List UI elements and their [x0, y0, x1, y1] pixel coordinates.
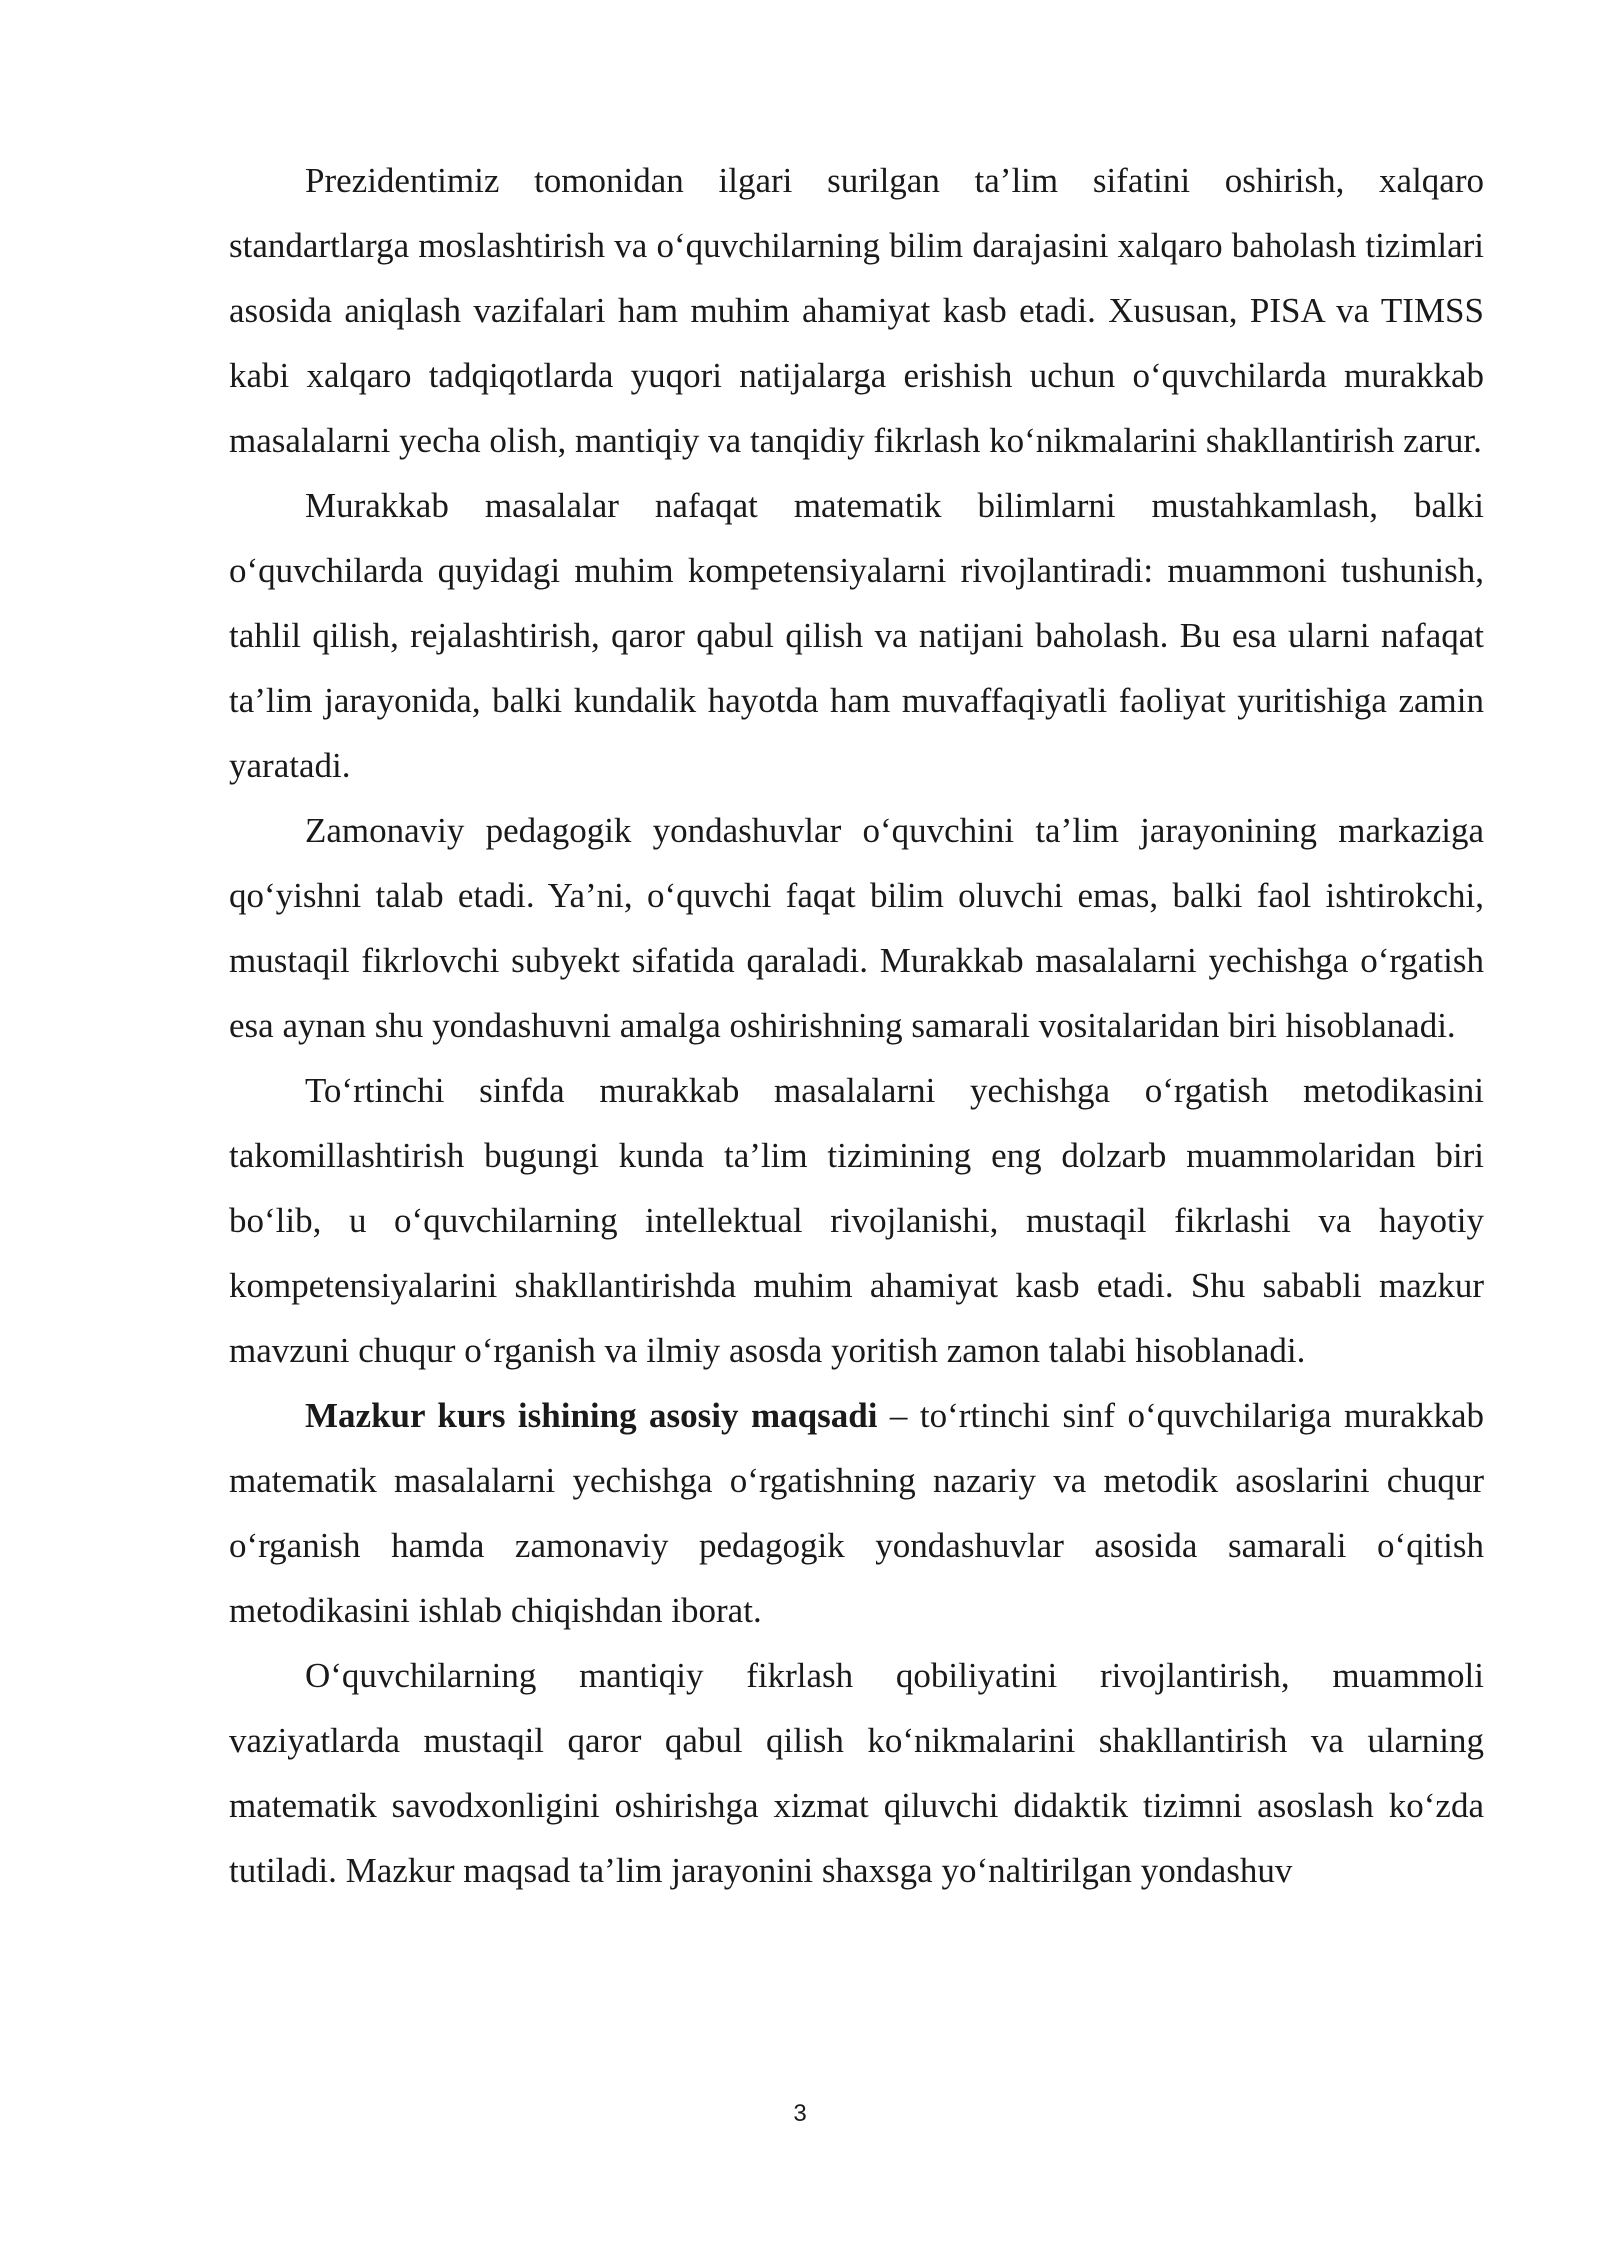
page-number: 3 [793, 2100, 807, 2127]
paragraph-3: Zamonaviy pedagogik yondashuvlar o‘quvchini ta’lim jarayonining markaziga qo‘yishni talab etadi. Ya’ni, o‘quvchi faqat bilim oluvchi emas, balki faol ishtirokchi, mustaqil fikrlovchi subyekt sifatida qaraladi. Murakkab masalalarni yechishga o‘rgatish esa aynan shu yondashuvni amalga oshirishning samarali vositalaridan biri hisoblanadi. [229, 811, 1484, 1045]
paragraph-5-bold-lead: Mazkur kurs ishining asosiy maqsadi [305, 1396, 878, 1435]
document-body [229, 148, 1484, 1903]
paragraph-4: To‘rtinchi sinfda murakkab masalalarni yechishga o‘rgatish metodikasini takomillashtirish bugungi kunda ta’lim tizimining eng dolzarb muammolaridan biri bo‘lib, u o‘quvchilarning intellektual rivojlanishi, mustaqil fikrlashi va hayotiy kompetensiyalarini shakllantirishda muhim ahamiyat kasb etadi. Shu sababli mazkur mavzuni chuqur o‘rganish va ilmiy asosda yoritish zamon talabi hisoblanadi. [229, 1071, 1484, 1370]
paragraph-2: Murakkab masalalar nafaqat matematik bilimlarni mustahkamlash, balki o‘quvchilarda quyidagi muhim kompetensiyalarni rivojlantiradi: muammoni tushunish, tahlil qilish, rejalashtirish, qaror qabul qilish va natijani baholash. Bu esa ularni nafaqat ta’lim jarayonida, balki kundalik hayotda ham muvaffaqiyatli faoliyat yuritishiga zamin yaratadi. [229, 486, 1484, 785]
paragraph-5 [229, 1383, 1484, 1643]
paragraph-6: O‘quvchilarning mantiqiy fikrlash qobiliyatini rivojlantirish, muammoli vaziyatlarda mustaqil qaror qabul qilish ko‘nikmalarini shakllantirish va ularning matematik savodxonligini oshirishga xizmat qiluvchi didaktik tizimni asoslash ko‘zda tutiladi. Mazkur maqsad ta’lim jarayonini shaxsga yo‘naltirilgan yondashuv [229, 1656, 1484, 1890]
paragraph-1: Prezidentimiz tomonidan ilgari surilgan ta’lim sifatini oshirish, xalqaro standartlarga moslashtirish va o‘quvchilarning bilim darajasini xalqaro baholash tizimlari asosida aniqlash vazifalari ham muhim ahamiyat kasb etadi. Xususan, PISA va TIMSS kabi xalqaro tadqiqotlarda yuqori natijalarga erishish uchun o‘quvchilarda murakkab masalalarni yecha olish, mantiqiy va tanqidiy fikrlash ko‘nikmalarini shakllantirish zarur. [229, 161, 1484, 460]
paragraph-5-text: – to‘rtinchi sinf o‘quvchilariga murakkab matematik masalalarni yechishga o‘rgatishning nazariy va metodik asoslarini chuqur o‘rganish hamda zamonaviy pedagogik yondashuvlar asosida samarali o‘qitish metodikasini ishlab chiqishdan iborat. [229, 1396, 1484, 1630]
